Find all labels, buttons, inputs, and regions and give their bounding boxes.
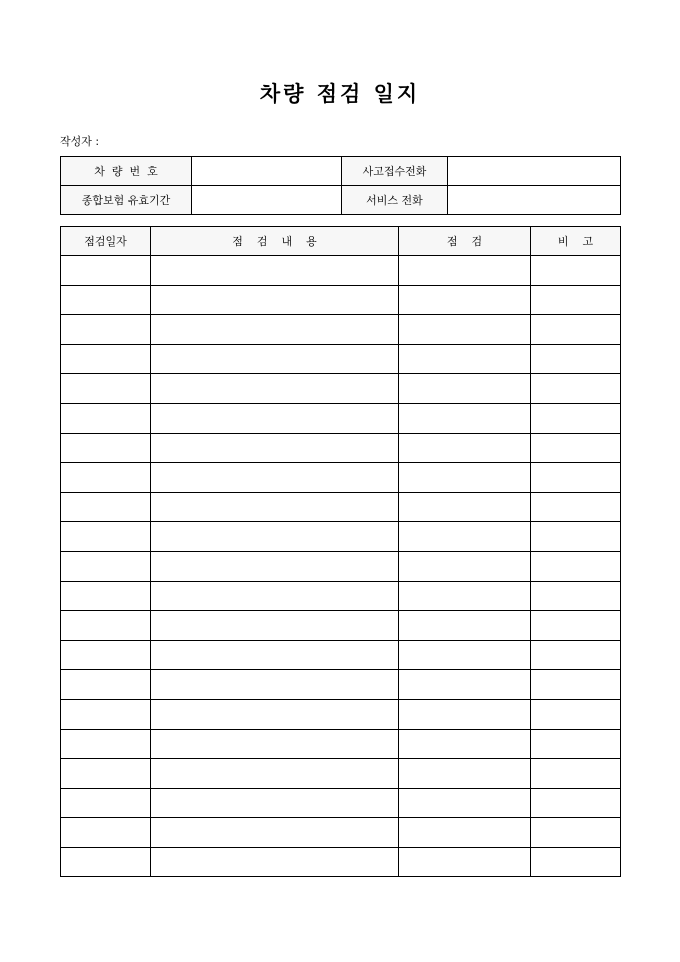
- log-date-cell[interactable]: [61, 433, 151, 463]
- table-row: [61, 344, 621, 374]
- log-remarks-cell[interactable]: [531, 403, 621, 433]
- log-remarks-cell[interactable]: [531, 581, 621, 611]
- log-remarks-cell[interactable]: [531, 285, 621, 315]
- log-remarks-cell[interactable]: [531, 522, 621, 552]
- info-row: [61, 186, 621, 215]
- log-content-cell[interactable]: [151, 315, 399, 345]
- table-row: [61, 403, 621, 433]
- log-inspection-cell[interactable]: [399, 581, 531, 611]
- log-inspection-cell[interactable]: [399, 315, 531, 345]
- log-date-cell[interactable]: [61, 492, 151, 522]
- table-row: [61, 492, 621, 522]
- log-date-cell[interactable]: [61, 670, 151, 700]
- log-date-cell[interactable]: [61, 640, 151, 670]
- inspection-log-table: [60, 226, 621, 877]
- log-remarks-cell[interactable]: [531, 699, 621, 729]
- author-label: 작성자 :: [60, 135, 100, 148]
- log-content-cell[interactable]: [151, 522, 399, 552]
- log-content-cell[interactable]: [151, 729, 399, 759]
- log-content-cell[interactable]: [151, 581, 399, 611]
- table-row: [61, 551, 621, 581]
- table-row: [61, 788, 621, 818]
- log-date-cell[interactable]: [61, 551, 151, 581]
- table-row: [61, 463, 621, 493]
- log-inspection-cell[interactable]: [399, 818, 531, 848]
- log-inspection-cell[interactable]: [399, 256, 531, 286]
- column-header-inspection: 점 검: [399, 227, 531, 256]
- log-content-cell[interactable]: [151, 670, 399, 700]
- table-row: [61, 433, 621, 463]
- log-inspection-cell[interactable]: [399, 403, 531, 433]
- log-remarks-cell[interactable]: [531, 463, 621, 493]
- table-row: [61, 611, 621, 641]
- log-date-cell[interactable]: [61, 285, 151, 315]
- log-date-cell[interactable]: [61, 374, 151, 404]
- log-inspection-cell[interactable]: [399, 847, 531, 877]
- log-content-cell[interactable]: [151, 611, 399, 641]
- vehicle-number-field[interactable]: [192, 157, 342, 186]
- log-inspection-cell[interactable]: [399, 788, 531, 818]
- log-remarks-cell[interactable]: [531, 492, 621, 522]
- log-date-cell[interactable]: [61, 729, 151, 759]
- accident-phone-label: 사고접수전화: [342, 157, 448, 186]
- insurance-period-field[interactable]: [192, 186, 342, 215]
- table-row: [61, 699, 621, 729]
- log-inspection-cell[interactable]: [399, 492, 531, 522]
- log-content-cell[interactable]: [151, 640, 399, 670]
- log-remarks-cell[interactable]: [531, 847, 621, 877]
- log-content-cell[interactable]: [151, 492, 399, 522]
- column-header-remarks: 비 고: [531, 227, 621, 256]
- log-inspection-cell[interactable]: [399, 433, 531, 463]
- log-remarks-cell[interactable]: [531, 818, 621, 848]
- log-date-cell[interactable]: [61, 818, 151, 848]
- log-inspection-cell[interactable]: [399, 729, 531, 759]
- service-phone-label: 서비스 전화: [342, 186, 448, 215]
- log-inspection-cell[interactable]: [399, 551, 531, 581]
- log-date-cell[interactable]: [61, 256, 151, 286]
- accident-phone-field[interactable]: [448, 157, 621, 186]
- column-header-date: 점검일자: [61, 227, 151, 256]
- log-content-cell[interactable]: [151, 285, 399, 315]
- log-date-cell[interactable]: [61, 344, 151, 374]
- log-date-cell[interactable]: [61, 403, 151, 433]
- log-date-cell[interactable]: [61, 581, 151, 611]
- info-row: [61, 157, 621, 186]
- log-inspection-cell[interactable]: [399, 344, 531, 374]
- log-inspection-cell[interactable]: [399, 759, 531, 789]
- log-date-cell[interactable]: [61, 463, 151, 493]
- log-content-cell[interactable]: [151, 847, 399, 877]
- log-date-cell[interactable]: [61, 788, 151, 818]
- log-content-cell[interactable]: [151, 433, 399, 463]
- vehicle-number-label: 차 량 번 호: [61, 157, 192, 186]
- log-content-cell[interactable]: [151, 699, 399, 729]
- log-inspection-cell[interactable]: [399, 285, 531, 315]
- table-row: [61, 581, 621, 611]
- insurance-period-label: 종합보험 유효기간: [61, 186, 192, 215]
- log-content-cell[interactable]: [151, 551, 399, 581]
- table-row: [61, 285, 621, 315]
- table-row: [61, 729, 621, 759]
- log-remarks-cell[interactable]: [531, 759, 621, 789]
- log-date-cell[interactable]: [61, 522, 151, 552]
- log-inspection-cell[interactable]: [399, 463, 531, 493]
- table-row: [61, 522, 621, 552]
- log-inspection-cell[interactable]: [399, 670, 531, 700]
- log-inspection-cell[interactable]: [399, 640, 531, 670]
- table-row: [61, 640, 621, 670]
- log-remarks-cell[interactable]: [531, 433, 621, 463]
- log-content-cell[interactable]: [151, 256, 399, 286]
- log-remarks-cell[interactable]: [531, 729, 621, 759]
- log-remarks-cell[interactable]: [531, 670, 621, 700]
- log-remarks-cell[interactable]: [531, 640, 621, 670]
- log-inspection-cell[interactable]: [399, 522, 531, 552]
- log-header-row: [61, 227, 621, 256]
- log-date-cell[interactable]: [61, 699, 151, 729]
- log-inspection-cell[interactable]: [399, 374, 531, 404]
- table-row: [61, 759, 621, 789]
- log-remarks-cell[interactable]: [531, 256, 621, 286]
- log-remarks-cell[interactable]: [531, 344, 621, 374]
- table-row: [61, 256, 621, 286]
- table-row: [61, 374, 621, 404]
- log-content-cell[interactable]: [151, 374, 399, 404]
- log-date-cell[interactable]: [61, 759, 151, 789]
- log-date-cell[interactable]: [61, 847, 151, 877]
- log-content-cell[interactable]: [151, 788, 399, 818]
- column-header-content: 점 검 내 용: [151, 227, 399, 256]
- service-phone-field[interactable]: [448, 186, 621, 215]
- log-content-cell[interactable]: [151, 463, 399, 493]
- log-inspection-cell[interactable]: [399, 699, 531, 729]
- page-title: 차량 점검 일지: [259, 81, 421, 106]
- vehicle-info-table: [60, 156, 621, 215]
- log-content-cell[interactable]: [151, 344, 399, 374]
- log-content-cell[interactable]: [151, 403, 399, 433]
- log-remarks-cell[interactable]: [531, 315, 621, 345]
- table-row: [61, 315, 621, 345]
- log-inspection-cell[interactable]: [399, 611, 531, 641]
- table-row: [61, 670, 621, 700]
- log-content-cell[interactable]: [151, 759, 399, 789]
- log-remarks-cell[interactable]: [531, 551, 621, 581]
- table-row: [61, 847, 621, 877]
- log-remarks-cell[interactable]: [531, 374, 621, 404]
- log-remarks-cell[interactable]: [531, 611, 621, 641]
- log-content-cell[interactable]: [151, 818, 399, 848]
- log-remarks-cell[interactable]: [531, 788, 621, 818]
- table-row: [61, 818, 621, 848]
- log-date-cell[interactable]: [61, 315, 151, 345]
- log-date-cell[interactable]: [61, 611, 151, 641]
- log-body: [61, 256, 621, 877]
